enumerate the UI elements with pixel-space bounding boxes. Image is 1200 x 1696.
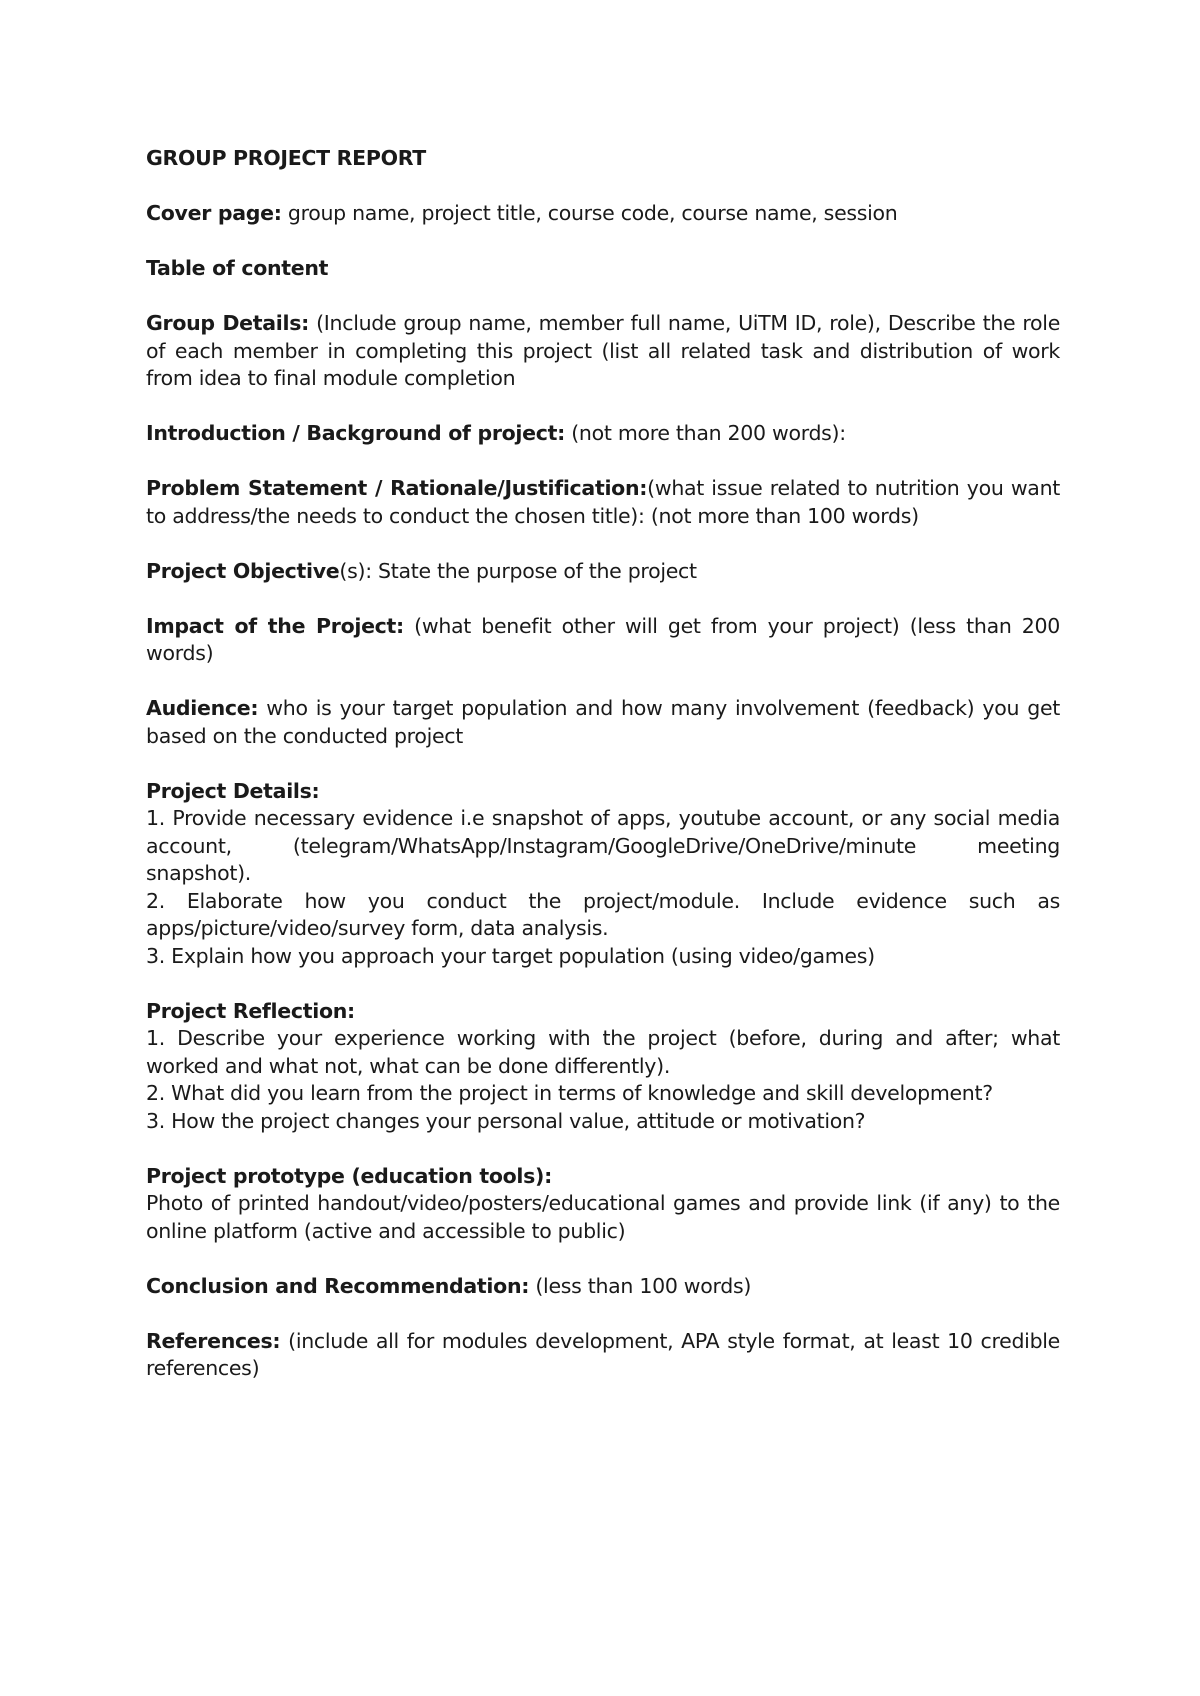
references-label: References: <box>146 1328 281 1353</box>
group-details-text: (Include group name, member full name, UiTM ID, role), Describe the role of each member in completing this project (list all related task and distribution of work from idea to final module completion <box>146 311 1061 390</box>
project-reflection-label: Project Reflection: <box>146 998 355 1023</box>
references-section <box>146 1328 1060 1383</box>
table-of-content-label: Table of content <box>146 256 329 280</box>
conclusion-section <box>146 1273 1060 1301</box>
problem-statement-label: Problem Statement / Rationale/Justification: <box>146 476 648 500</box>
cover-page-text: group name, project title, course code, course name, session <box>281 201 898 225</box>
document-page <box>146 145 1060 1410</box>
project-prototype-section <box>146 1163 1060 1246</box>
audience-section <box>146 695 1060 750</box>
project-details-label: Project Details: <box>146 778 320 803</box>
project-reflection-section <box>146 998 1060 1136</box>
list-item: 1. Provide necessary evidence i.e snapshot of apps, youtube account, or any social media account, (telegram/WhatsApp/Instagram/GoogleDrive/OneDrive/minute meeting snapshot). <box>146 806 1060 885</box>
list-item: 2. What did you learn from the project in terms of knowledge and skill development? <box>146 1081 993 1105</box>
references-text: (include all for modules development, APA style format, at least 10 credible references) <box>146 1328 1060 1380</box>
project-details-section <box>146 778 1060 971</box>
introduction-label: Introduction / Background of project: <box>146 421 566 445</box>
list-item: 3. How the project changes your personal value, attitude or motivation? <box>146 1108 866 1133</box>
impact-text: (what benefit other will get from your project) (less than 200 words) <box>146 613 1060 665</box>
list-item: 3. Explain how you approach your target population (using video/games) <box>146 943 875 968</box>
list-item: 2. Elaborate how you conduct the project/module. Include evidence such as apps/picture/video/survey form, data analysis. <box>146 888 1060 940</box>
cover-page-section <box>146 200 1060 228</box>
impact-section <box>146 613 1060 668</box>
problem-statement-text: (what issue related to nutrition you want to address/the needs to conduct the chosen title): (not more than 100 words) <box>146 476 1060 528</box>
introduction-section <box>146 420 1060 448</box>
title-text: GROUP PROJECT REPORT <box>146 146 426 170</box>
audience-label: Audience: <box>146 696 259 720</box>
project-objective-label: Project Objective <box>146 558 340 583</box>
conclusion-label: Conclusion and Recommendation: <box>146 1273 530 1298</box>
group-details-label: Group Details: <box>146 311 310 335</box>
document-title <box>146 145 1060 173</box>
project-objective-text: (s): State the purpose of the project <box>339 558 697 583</box>
introduction-text: (not more than 200 words): <box>565 421 846 445</box>
impact-label: Impact of the Project: <box>146 613 404 638</box>
problem-statement-section <box>146 475 1060 530</box>
cover-page-label: Cover page: <box>146 201 282 225</box>
project-prototype-label: Project prototype (education tools): <box>146 1163 552 1188</box>
conclusion-text: (less than 100 words) <box>529 1273 752 1298</box>
group-details-section <box>146 310 1060 393</box>
project-prototype-text: Photo of printed handout/video/posters/educational games and provide link (if any) to the online platform (active and accessible to public) <box>146 1191 1060 1243</box>
table-of-content-section <box>146 255 1060 283</box>
audience-text: who is your target population and how many involvement (feedback) you get based on the conducted project <box>146 696 1060 748</box>
list-item: 1. Describe your experience working with the project (before, during and after; what worked and what not, what can be done differently). <box>146 1026 1060 1078</box>
project-objective-section <box>146 558 1060 586</box>
